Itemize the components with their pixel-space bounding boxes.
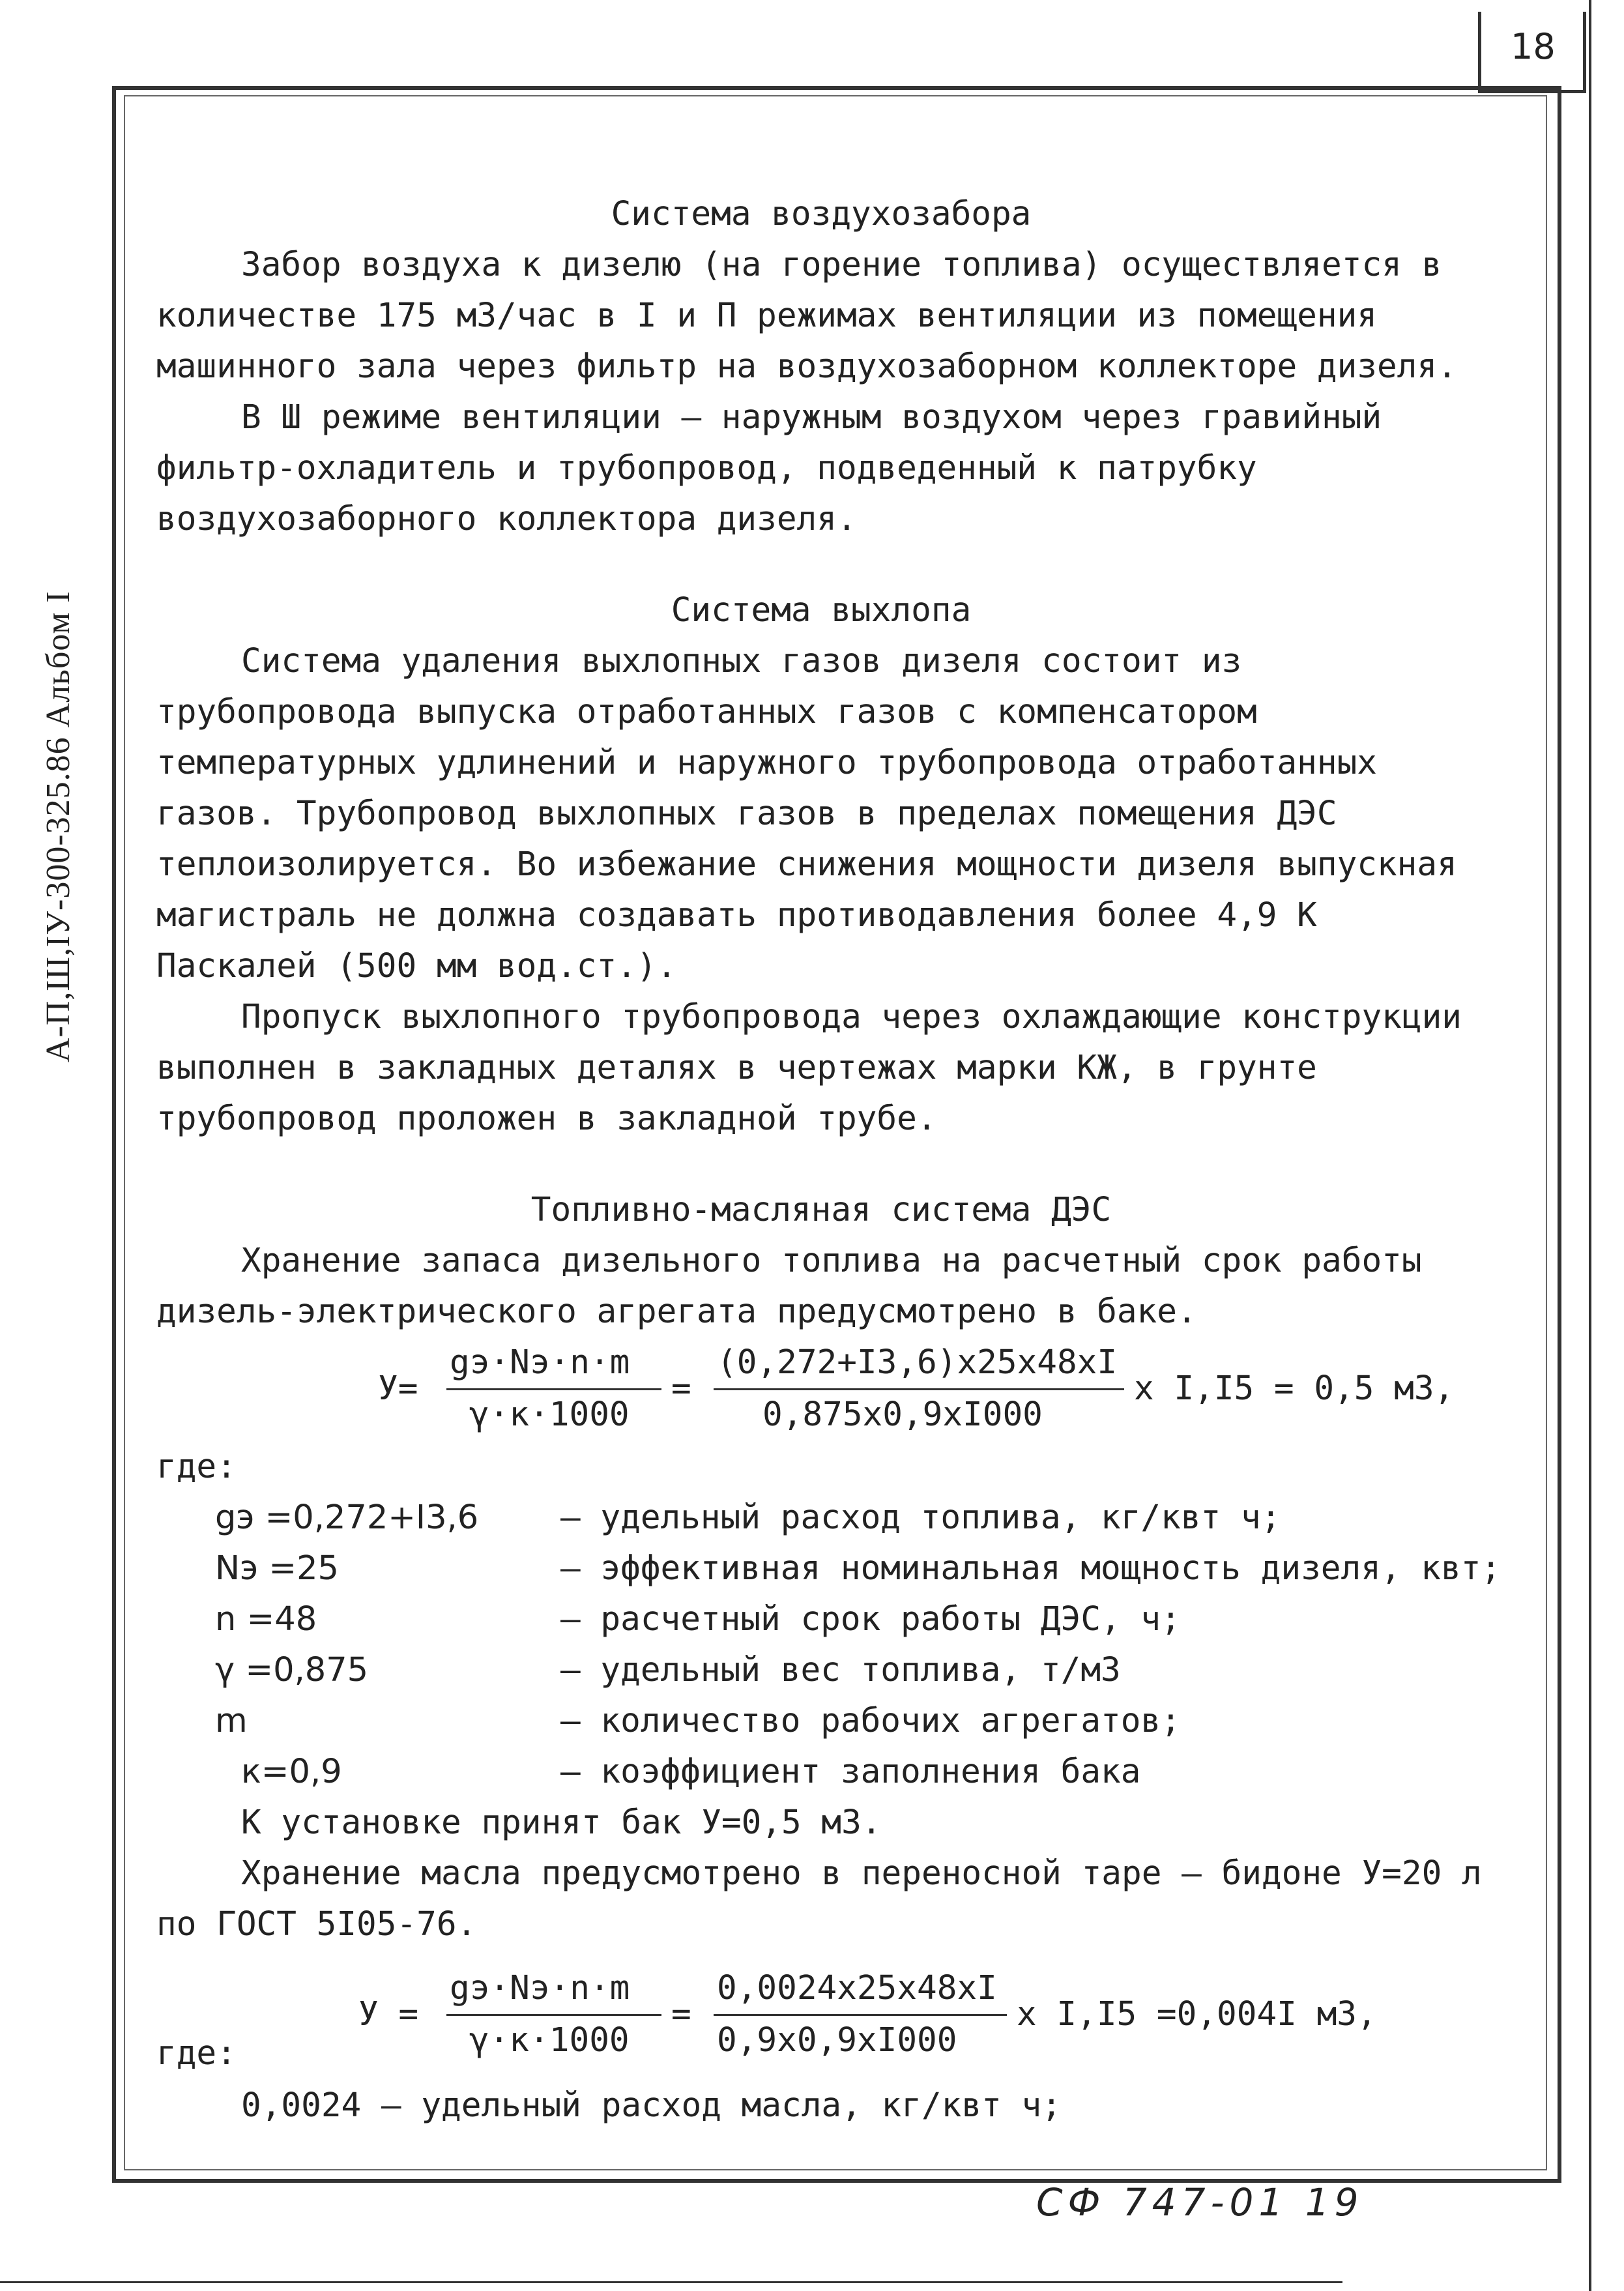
fuel-paragraph-1: Хранение запаса дизельного топлива на расчетный срок работы дизель-электрического агрегата предусмотрено в баке. <box>156 1242 1422 1331</box>
formula1-denominator-values: 0,875x0,9xI000 <box>762 1395 1043 1434</box>
oil-consumption-definition: 0,0024 – удельный расход масла, кг/квт ч; <box>241 2086 1062 2125</box>
album-side-label: А-П,Ш,ІУ-300-325.86 Альбом I <box>40 591 77 1062</box>
exhaust-paragraph-1: Система удаления выхлопных газов дизеля состоит из трубопровода выпуска отработанных газов с компенсатором температурных удлинений и наружного трубопровода отработанных газов. Трубопровод выхлопных газов в пределах помещения ДЭС теплоизолируется. Во избежание снижения мощности дизеля выпускная магистраль не должна создавать противодавления более 4,9 К Паскалей (500 мм вод.ст.). <box>156 642 1457 985</box>
drawing-code: СФ 747-01 19 <box>1036 2180 1364 2225</box>
formula1-lhs: У= <box>378 1369 418 1408</box>
bottom-cut-line <box>0 2281 1342 2283</box>
fuel-volume-formula <box>156 1337 1486 1442</box>
air-paragraph-2: В Ш режиме вентиляции – наружным воздухом через гравийный фильтр-охладитель и трубопровод, подведенный к патрубку воздухозаборного коллектора дизеля. <box>156 398 1382 538</box>
oil-paragraph: Хранение масла предусмотрено в переносной таре – бидоне У=20 л по ГОСТ 5I05-76. <box>156 1854 1482 1944</box>
formula2-numerator-values: 0,0024x25x48xI <box>717 1969 997 2007</box>
formula1-denominator: γ·к·1000 <box>469 1395 630 1434</box>
definition-text: – удельный вес топлива, т/м3 <box>560 1651 1121 1689</box>
definition-text: – расчетный срок работы ДЭС, ч; <box>560 1600 1181 1639</box>
page-number: 18 <box>1511 26 1556 67</box>
oil-volume-formula <box>156 1963 1486 2073</box>
air-paragraph-1: Забор воздуха к дизелю (на горение топлива) осуществляется в количестве 175 м3/час в I и П режимах вентиляции из помещения машинного зала через фильтр на воздухозаборном коллекторе дизеля. <box>156 246 1457 386</box>
formula2-numerator: gэ·Nэ·n·m <box>450 1969 630 2007</box>
definition-symbol: n =48 <box>215 1600 317 1639</box>
right-margin-line <box>1589 0 1591 2291</box>
heading-air-intake: Система воздухозабора <box>611 195 1032 233</box>
formula2-denominator-values: 0,9x0,9xI000 <box>717 2021 957 2060</box>
formula2-result: x I,I5 =0,004I м3, <box>1017 1995 1377 2034</box>
definition-symbol: m <box>215 1702 248 1740</box>
exhaust-paragraph-2: Пропуск выхлопного трубопровода через охлаждающие конструкции выполнен в закладных деталях в чертежах марки КЖ, в грунте трубопровод проложен в закладной трубе. <box>156 998 1462 1138</box>
formula2-denominator: γ·к·1000 <box>469 2021 630 2060</box>
tank-conclusion: К установке принят бак У=0,5 м3. <box>241 1803 882 1842</box>
heading-exhaust: Система выхлопа <box>671 591 972 630</box>
definition-text: – удельный расход топлива, кг/квт ч; <box>560 1498 1281 1537</box>
formula1-equals: = <box>671 1369 691 1408</box>
definition-symbol: γ =0,875 <box>215 1651 369 1689</box>
definition-text: – эффективная номинальная мощность дизеля, квт; <box>560 1549 1501 1588</box>
where-label: где: <box>156 1448 237 1486</box>
formula2-equals: = <box>671 1995 691 2034</box>
formula1-numerator-values: (0,272+I3,6)x25x48xI <box>717 1343 1118 1382</box>
heading-fuel-oil: Топливно-масляная система ДЭС <box>530 1191 1112 1229</box>
formula2-lhs: У = <box>358 1995 419 2034</box>
definition-symbol: Nэ =25 <box>215 1549 339 1588</box>
definition-text: – коэффициент заполнения бака <box>560 1753 1141 1791</box>
definitions-list <box>156 1493 1501 1798</box>
document-body <box>156 189 1501 2131</box>
definition-symbol: gэ =0,272+I3,6 <box>215 1498 479 1537</box>
definition-text: – количество рабочих агрегатов; <box>560 1702 1181 1740</box>
where-label-2: где: <box>156 2034 237 2073</box>
formula1-numerator: gэ·Nэ·n·m <box>450 1343 630 1382</box>
definition-symbol: к=0,9 <box>241 1753 342 1791</box>
formula1-result: x I,I5 = 0,5 м3, <box>1134 1369 1455 1408</box>
